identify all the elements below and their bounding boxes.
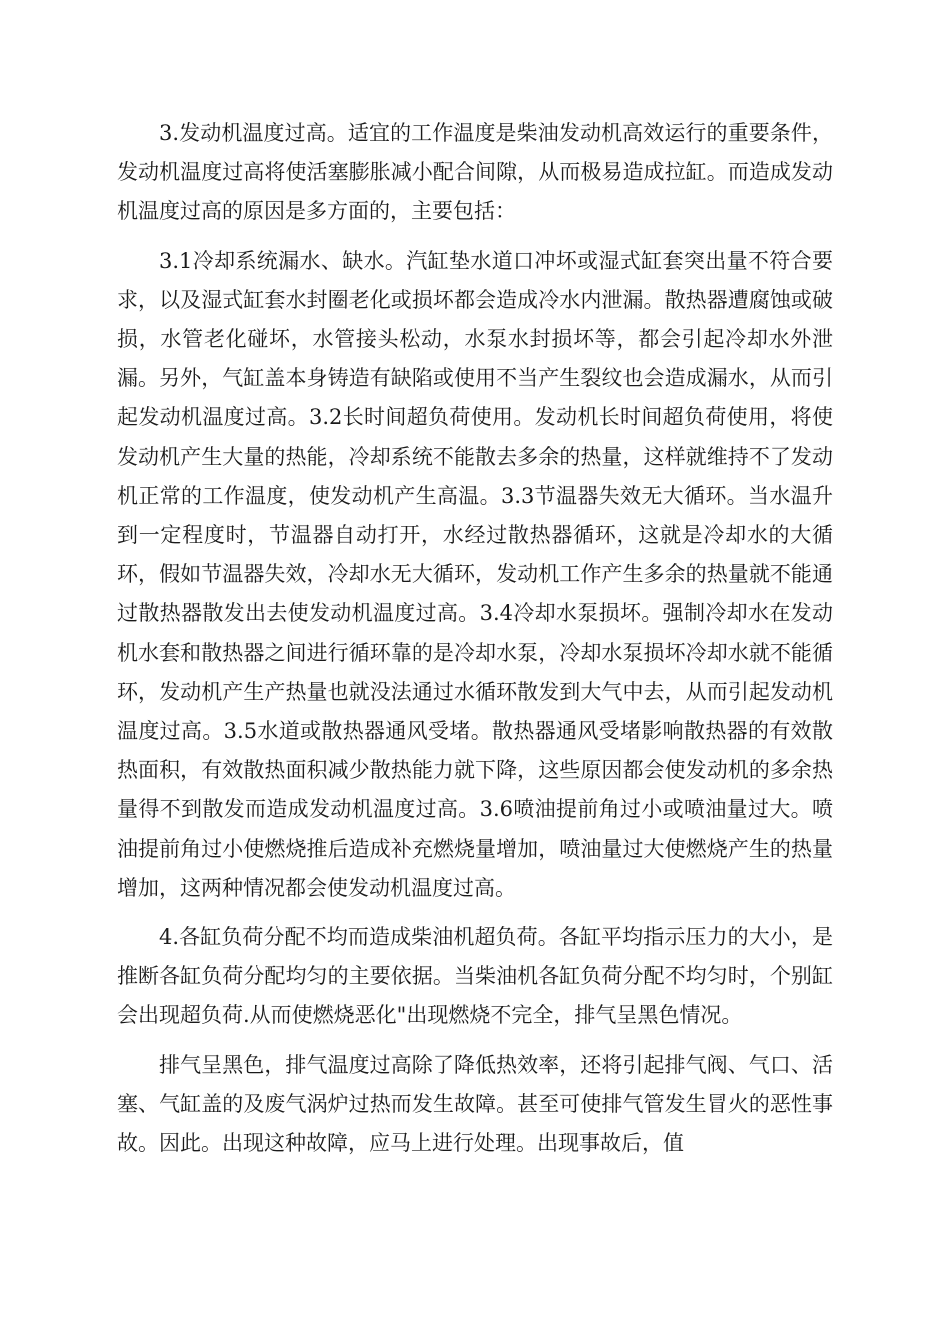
document-body <box>117 114 833 1173</box>
paragraph-engine-overheating: 3.发动机温度过高。适宜的工作温度是柴油发动机高效运行的重要条件，发动机温度过高将使活塞膨胀减小配合间隙，从而极易造成拉缸。而造成发动机温度过高的原因是多方面的，主要包括： <box>117 121 833 224</box>
paragraph-black-exhaust: 排气呈黑色，排气温度过高除了降低热效率，还将引起排气阀、气口、活塞、气缸盖的及废气涡炉过热而发生故障。甚至可使排气管发生冒火的恶性事故。因此。出现这种故障，应马上进行处理。出现事故后，值 <box>117 1052 833 1156</box>
paragraph-cylinder-load-imbalance: 4.各缸负荷分配不均而造成柴油机超负荷。各缸平均指示压力的大小，是推断各缸负荷分配均匀的主要依据。当柴油机各缸负荷分配不均匀时，个别缸会出现超负荷.从而使燃烧恶化"出现燃烧不完全，排气呈黑色情况。 <box>117 925 833 1028</box>
paragraph-overheating-causes: 3.1冷却系统漏水、缺水。汽缸垫水道口冲坏或湿式缸套突出量不符合要求，以及湿式缸套水封圈老化或损坏都会造成冷水内泄漏。散热器遭腐蚀或破损，水管老化碰坏，水管接头松动，水泵水封损坏等，都会引起冷却水外泄漏。另外，气缸盖本身铸造有缺陷或使用不当产生裂纹也会造成漏水，从而引起发动机温度过高。3.2长时间超负荷使用。发动机长时间超负荷使用，将使发动机产生大量的热能，冷却系统不能散去多余的热量，这样就维持不了发动机正常的工作温度，使发动机产生高温。3.3节温器失效无大循环。当水温升到一定程度时，节温器自动打开，水经过散热器循环，这就是冷却水的大循环，假如节温器失效，冷却水无大循环，发动机工作产生多余的热量就不能通过散热器散发出去使发动机温度过高。3.4冷却水泵损坏。强制冷却水在发动机水套和散热器之间进行循环靠的是冷却水泵，冷却水泵损坏冷却水就不能循环，发动机产生产热量也就没法通过水循环散发到大气中去，从而引起发动机温度过高。3.5水道或散热器通风受堵。散热器通风受堵影响散热器的有效散热面积，有效散热面积减少散热能力就下降，这些原因都会使发动机的多余热量得不到散发而造成发动机温度过高。3.6喷油提前角过小或喷油量过大。喷油提前角过小使燃烧推后造成补充燃烧量增加，喷油量过大使燃烧产生的热量增加，这两种情况都会使发动机温度过高。 <box>117 248 833 900</box>
